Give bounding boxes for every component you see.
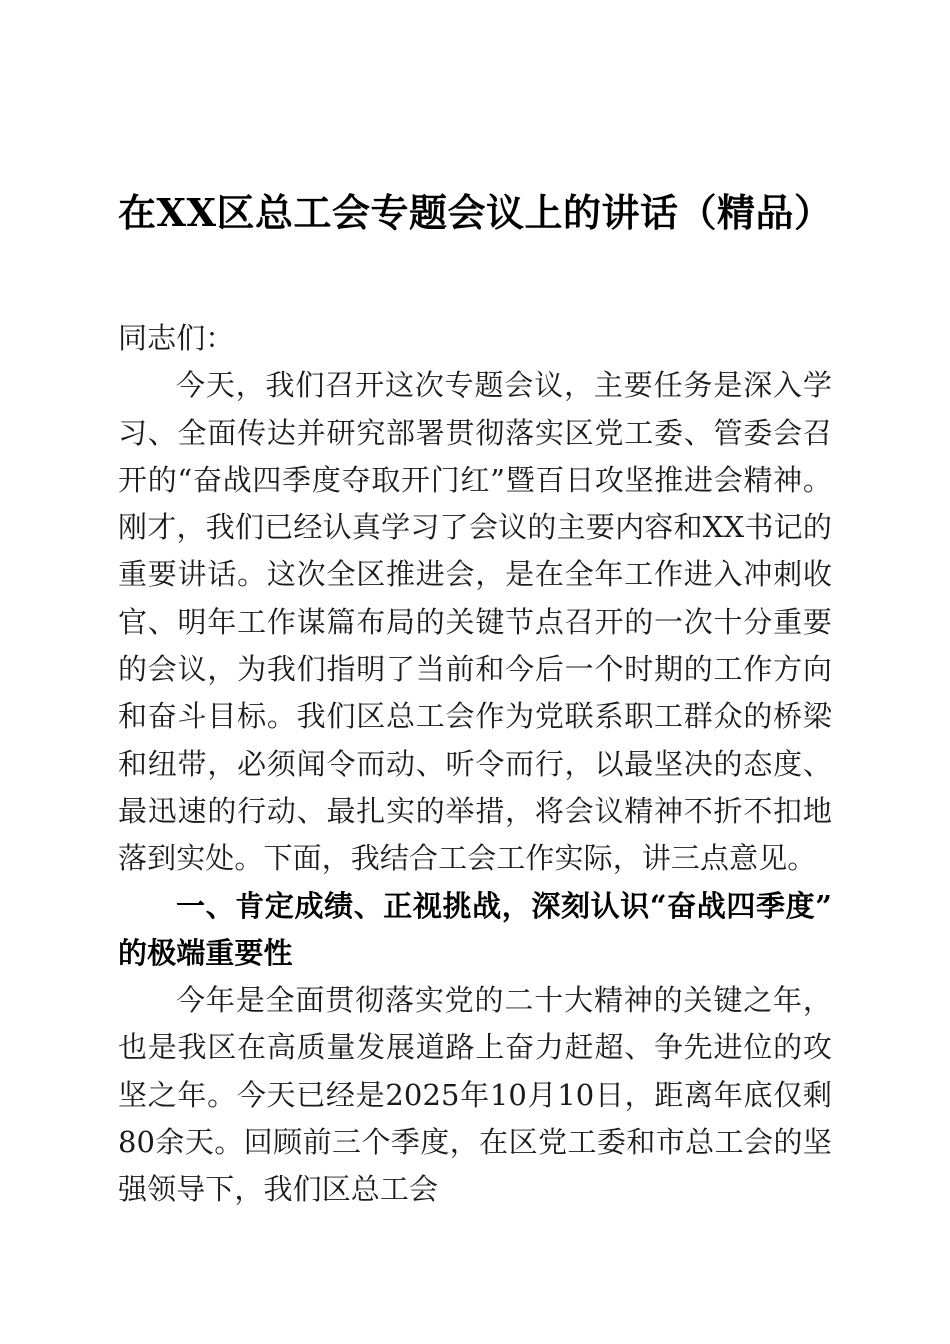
page-title: 在XX区总工会专题会议上的讲话（精品） bbox=[118, 190, 833, 235]
section-heading-one: 一、肯定成绩、正视挑战，深刻认识“奋战四季度”的极端重要性 bbox=[118, 888, 832, 970]
paragraph-opening: 今天，我们召开这次专题会议，主要任务是深入学习、全面传达并研究部署贯彻落实区党工委、管委会召开的“奋战四季度夺取开门红”暨百日攻坚推进会精神。刚才，我们已经认真学习了会议的主要内容和XX书记的重要讲话。这次全区推进会，是在全年工作进入冲刺收官、明年工作谋篇布局的关键节点召开的一次十分重要的会议，为我们指明了当前和今后一个时期的工作方向和奋斗目标。我们区总工会作为党联系职工群众的桥梁和纽带，必须闻令而动、听令而行，以最坚决的态度、最迅速的行动、最扎实的举措，将会议精神不折不扣地落到实处。下面，我结合工会工作实际，讲三点意见。 bbox=[118, 368, 832, 876]
paragraph-section-one-body: 今年是全面贯彻落实党的二十大精神的关键之年，也是我区在高质量发展道路上奋力赶超、争先进位的攻坚之年。今天已经是2025年10月10日，距离年底仅剩80余天。回顾前三个季度，在区党工委和市总工会的坚强领导下，我们区总工会 bbox=[118, 983, 832, 1207]
document-text-column bbox=[118, 0, 832, 1214]
salutation: 同志们： bbox=[118, 321, 235, 355]
